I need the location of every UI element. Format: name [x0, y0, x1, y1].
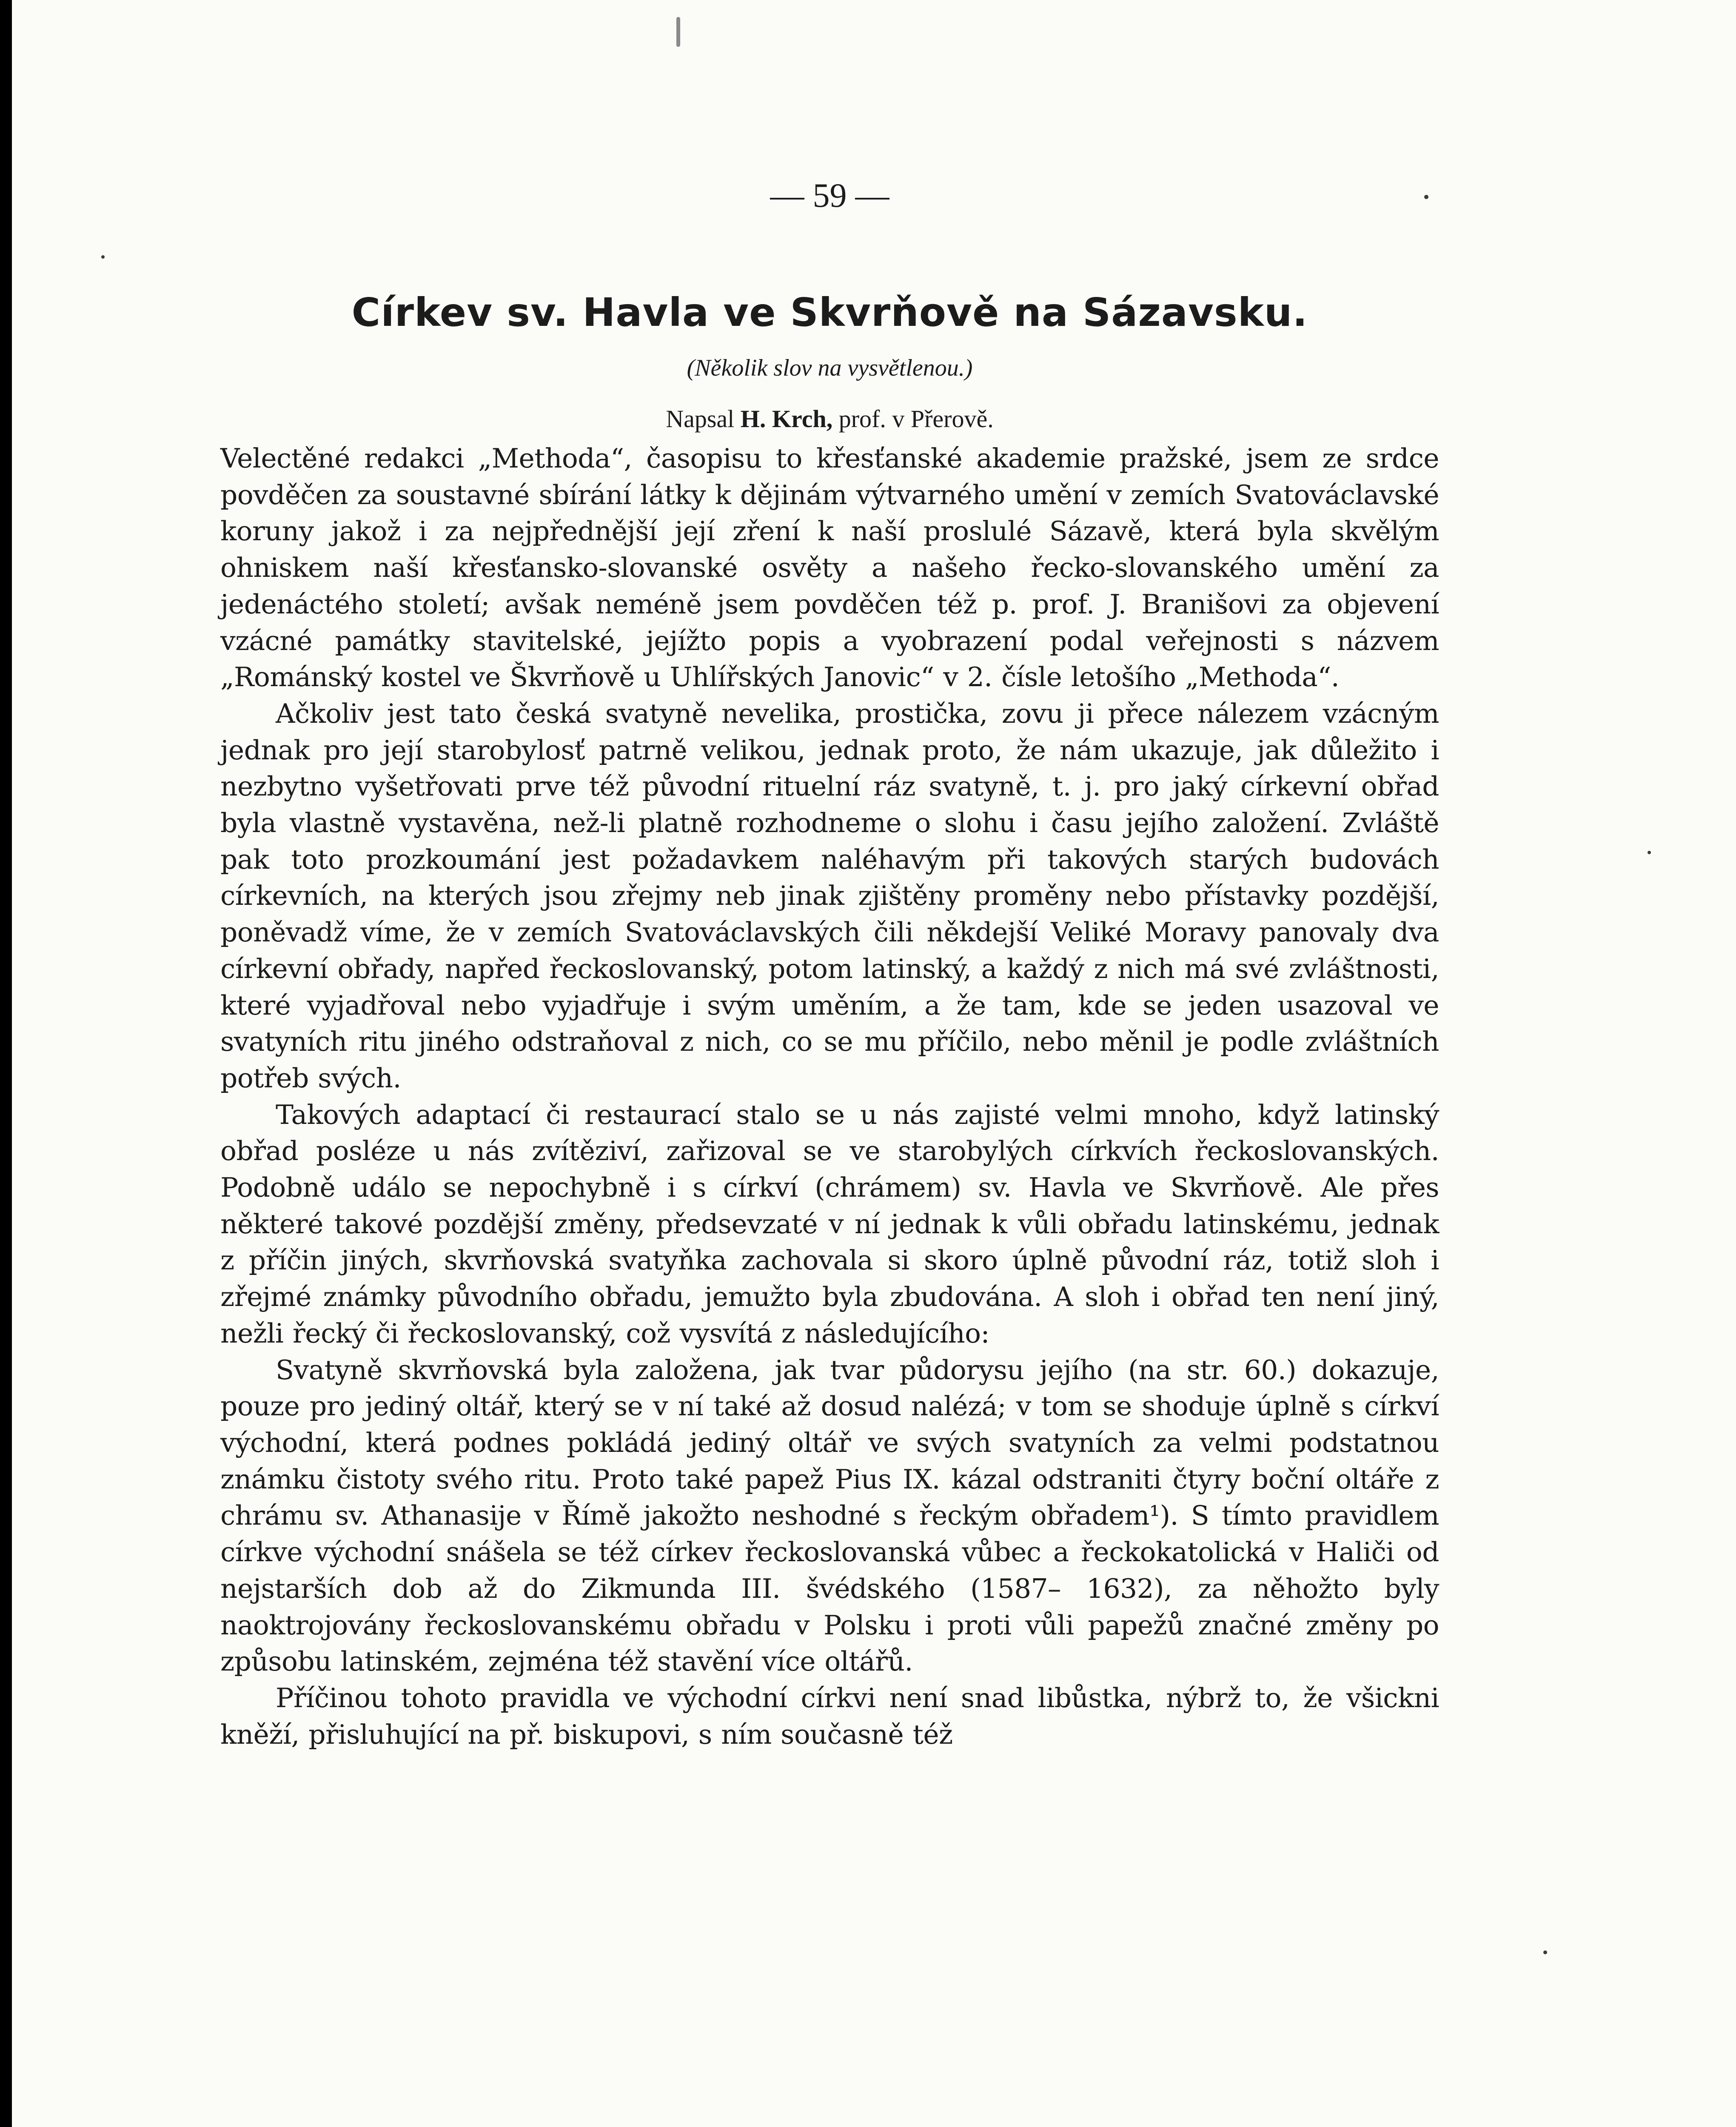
article-body	[220, 440, 1439, 1753]
byline-author: H. Krch,	[740, 405, 833, 433]
article-subtitle: (Několik slov na vysvětlenou.)	[687, 355, 973, 381]
article-title: Církev sv. Havla ve Skvrňově na Sázavsku.	[351, 290, 1308, 335]
scan-speck	[1648, 851, 1651, 854]
byline-suffix: prof. v Přerově.	[838, 405, 994, 433]
page-number: — 59 —	[770, 177, 889, 214]
paragraph-1: Velectěné redakci „Methoda“, časopisu to křesťanské akademie pražské, jsem ze srdce povděčen za soustavné sbírání látky k dějinám výtvarného umění v zemích Svatováclavské koruny jakož i za nejpřednější její zření k naší proslulé Sázavě, která byla skvělým ohniskem naší křesťansko-slovanské osvěty a našeho řecko-slovanského umění za jedenáctého století; avšak neméně jsem povděčen též p. prof. J. Branišovi za objevení vzácné památky stavitelské, jejížto popis a vyobrazení podal veřejnosti s názvem „Románský kostel ve Škvrňově u Uhlířských Janovic“ v 2. čísle letošího „Methoda“.	[220, 443, 1439, 693]
scan-speck	[101, 255, 105, 259]
scan-speck	[1543, 1950, 1547, 1954]
scanned-page	[12, 0, 1736, 2127]
byline-prefix: Napsal	[666, 405, 735, 433]
paragraph-3: Takových adaptací či restaurací stalo se u nás zajisté velmi mnoho, když latinský obřad posléze u nás zvítěziví, zařizoval se ve starobylých církvích řeckoslovanských. Podobně událo se nepochybně i s církví (chrámem) sv. Havla ve Skvrňově. Ale přes některé takové pozdější změny, předsevzaté v ní jednak k vůli obřadu latinskému, jednak z příčin jiných, skvrňovská svatyňka zachovala si skoro úplně původní ráz, totiž sloh i zřejmé známky původního obřadu, jemužto byla zbudována. A sloh i obřad ten není jiný, nežli řecký či řeckoslovanský, což vysvítá z následujícího:	[220, 1099, 1439, 1349]
byline	[220, 402, 1439, 436]
paragraph-2: Ačkoliv jest tato česká svatyně nevelika, prostička, zovu ji přece nálezem vzácným jednak pro její starobylosť patrně velikou, jednak proto, že nám ukazuje, jak důležito i nezbytno vyšetřovati prve též původní rituelní ráz svatyně, t. j. pro jaký církevní obřad byla vlastně vystavěna, než-li platně rozhodneme o slohu i času jejího založení. Zvláště pak toto prozkoumání jest požadavkem naléhavým při takových starých budovách církevních, na kterých jsou zřejmy neb jinak zjištěny proměny nebo přístavky pozdější, poněvadž víme, že v zemích Svatováclavských čili někdejší Veliké Moravy panovaly dva církevní obřady, napřed řeckoslovanský, potom latinský, a každý z nich má své zvláštnosti, které vyjadřoval nebo vyjadřuje i svým uměním, a že tam, kde se jeden usazoval ve svatyních ritu jiného odstraňoval z nich, co se mu příčilo, nebo měnil je podle zvláštních potřeb svých.	[220, 698, 1439, 1094]
paragraph-4: Svatyně skvrňovská byla založena, jak tvar půdorysu jejího (na str. 60.) dokazuje, pouze pro jediný oltář, který se v ní také až dosud nalézá; v tom se shoduje úplně s církví východní, která podnes pokládá jediný oltář ve svých svatyních za velmi podstatnou známku čistoty svého ritu. Proto také papež Pius IX. kázal odstraniti čtyry boční oltáře z chrámu sv. Athanasije v Římě jakožto neshodné s řeckým obřadem¹). S tímto pravidlem církve východní snášela se též církev řeckoslovanská vůbec a řeckokatolická v Haliči od nejstarších dob až do Zikmunda III. švédského (1587– 1632), za něhožto byly naoktrojovány řeckoslovanskému obřadu v Polsku i proti vůli papežů značné změny po způsobu latinském, zejména též stavění více oltářů.	[220, 1354, 1439, 1677]
paragraph-5: Příčinou tohoto pravidla ve východní církvi není snad libůstka, nýbrž to, že všickni kněží, přisluhující na př. biskupovi, s ním současně též	[220, 1682, 1439, 1750]
scan-speck	[676, 17, 680, 47]
page-content	[220, 174, 1439, 1753]
